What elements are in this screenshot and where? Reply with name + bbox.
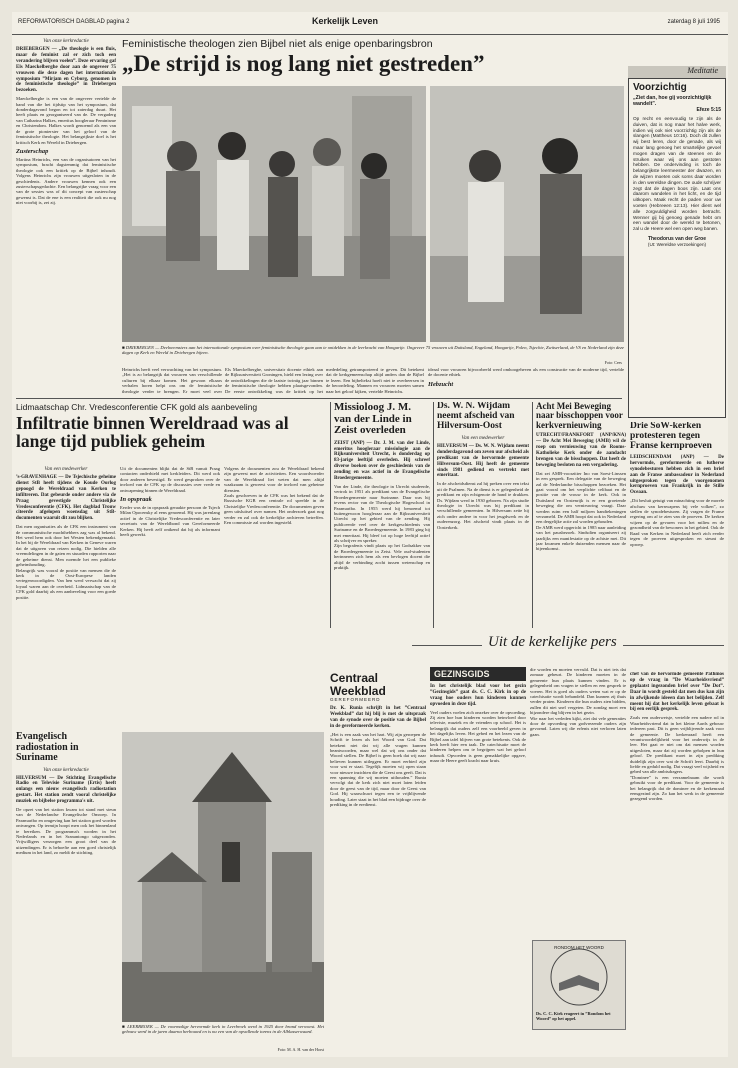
main-column-2-text: Heinrichs heeft veel verwachting van het symposium. „Het is zo belangrijk dat vrouwen van verschillende culturen bij elkaar komen. Het gewoon elkaars verhalen horen helpt ons om de feministische theologie verder te brengen. Er moet veel over <box>122 367 222 394</box>
waarheidsvriend-lead: chef van de hervormde gemeente Pathmos op de vraag in ”De Waarheidsvriend” geplaatst ingezonden brief over ”De Dot”. Daar in wordt gesteld dat men dus kan zijn in afwijkende ideeen dan het belijden. Zelf meent hij dat het kerkelijk leven gebaat is bij een eerlijk gesprek. <box>630 672 724 713</box>
main-column-3b-text: Els Maeckelberghe, universitair docente ethiek aan de Rijksuniversiteit Groningen, hield een lezing over de ontwikkelingen die de laatste twintig jaar binnen de feministische theologie hebben plaatsgevonden. De eerste ontwikkeling was de kritiek op het <box>225 367 323 394</box>
gezinsgids-column-2 <box>530 667 626 937</box>
main-photo-credit: Foto: Cees <box>604 360 622 365</box>
sow-body: „Dit besluit getuigt van minachting voor de morele afschuw van kernwapens bij vele volken”, zo stellen de synodebesturen. Zij vragen de Franse regering om af te zien van de proeven. De kerken wijzen op de gevaren voor het milieu en de gezondheid van de bewoners in het gebied. Ook de Raad van Kerken in Nederland heeft zich eerder tegen de proeven uitgesproken en steunt de oproep. <box>630 498 724 547</box>
church-illustration <box>122 732 324 1022</box>
speaker-photo <box>430 86 624 342</box>
header-date: zaterdag 8 juli 1995 <box>667 19 720 25</box>
missioloog-article <box>334 402 430 628</box>
suriname-lead: HILVERSUM — De Stichting Evangelische Radio en Televisie Suriname (Ertis) heeft onlangs een nieuw evangelisch radiostation gestart. Het station zendt vooral christelijke muziek en bijbelse programma's uit. <box>16 775 116 805</box>
waarheidsvriend-column <box>630 672 724 1052</box>
wijdam-title: Ds. W. N. Wijdam neemt afscheid van Hilversum-Oost <box>437 402 515 431</box>
rondom-het-woord-title: RONDOM HET WOORD <box>554 945 604 950</box>
infiltratie-title: Infiltratie binnen Wereldraad was al lange tijd publiek geheim <box>16 413 289 452</box>
rondom-het-woord-logo <box>532 940 626 1030</box>
meditatie-title: Voorzichtig <box>633 82 687 93</box>
meditatie-body: Op recht en eenvoudig te zijn als de duiven, dat is nog maar het halve werk, indien wij ook niet voorzichtig zijn als de slangen (Mattheus 10:16). Doch dit zullen wij best leren, door de genade, als wij maar lang genoeg het smartelijke gevoel mogen dragen van de steenen en de struiken waar wij ons aan gestoten hebben. De ondervinding is toch de belangrijkste leermeester der dwazen, en de wijzen moeten ook soms daar worden in den wereldse dingen. De oude schrijver zegt dat de dagen boos zijn. Laat ons daarom wandelen in het licht, en de tijd uitkopen. Maak recht de paden voor uw voeten (Hebreeen 12:13). Hier dient wel alle zorgvuldigheid worden betracht. Wenner gij bij genoeg genade hebt om een wandel door de wereld te betonen, zal u de Heere wel een open weg banen. <box>633 116 721 232</box>
wijdam-byline: Van een medewerker <box>461 434 505 441</box>
infiltratie-byline: Van een medewerker <box>44 466 88 472</box>
centraal-subtitle: GEREFORMEERD <box>330 697 381 703</box>
missioloog-title: Missioloog J. M. van der Linde in Zeist overleden <box>334 402 412 437</box>
suriname-body: De opzet van het station kwam tot stand met steun van de Nederlandse Evangelische Omroep. In Paramaribo en omgeving kan het station goed worden ontvangen. Op termijn hoopt men ook het binnenland te bereiken. De programma's worden in het Nederlands en in het Sranantongo uitgezonden. Vrijwilligers verzorgen een groot deel van de uitzendingen. Er is behoefte aan een goed christelijk medium in het land, zo meldt de stichting. <box>16 807 116 856</box>
press-banner <box>412 632 724 662</box>
infiltratie-kicker: Lidmaatschap Chr. Vredesconferentie CFK gold als aanbeveling <box>16 402 258 412</box>
infiltratie-body-5: Volgens de documenten zou de Wereldraad bekend zijn geweest met de activiteiten. Een woordvoerder van de Wereldraad liet weten dat men altijd waakzaam is geweest voor de invloed van geheime diensten. <box>224 466 324 493</box>
waarheidsvriend-body: Zoals een ouderwetsje, vertelde een nadere rol in Waarheidsvriend dat in het kleine Aards gebouw iedereen past. Dit is geen vrijblijvende zaak voor de gemeente. De kerkenraad heeft een verantwoordelijkheid voor het onderwijs in de leer. Het gaat er niet om dat mensen worden uitgesloten, maar dat zij worden geholpen in hun geloof. De predikant moet in zijn prediking duidelijk zijn over wat de Schrift leert. Daarbij is liefde en geduld nodig. Dat vraagt veel wijsheid en gebed van alle ambtsdragers. <box>630 715 724 775</box>
achtmei-title: Acht Mei Beweging naar bisschoppen voor kerkvernieuwing <box>536 402 623 430</box>
newspaper-page <box>12 12 728 1057</box>
meditatie-tab <box>628 66 726 78</box>
centraal-body: „Het is een zaak van het hart. Wij zijn geroepen de Schrift te lezen als het Woord van God. Dat betekent niet dat wij alle vragen kunnen beantwoorden, maar wel dat wij ons onder dat Woord stellen. De Bijbel is geen boek dat wij naar believen kunnen uitleggen. Er moet eerbied zijn voor wat er staat. Tegelijk moeten wij open staan voor nieuwe inzichten die de Geest ons geeft. Dat is een spanning die wij moeten uithouden.” Runia vervolgt dat de kerk zich niet moet laten leiden door de geest van de tijd, maar door de Geest van God. Hij waarschuwt tegen een te vrijblijvende houding. Later staat in het blad een bijdrage over de prediking in de eredienst. <box>330 731 426 808</box>
achtmei-lead: UTRECHT/FRANKFORT (ANP/KNA) — De Acht Mei Beweging (AMB) wil de roep om vernieuwing van de Rooms-Katholieke Kerk onder de aandacht brengen van de bisschoppen. Dat heeft de beweging besloten na een vergadering. <box>536 433 626 468</box>
sow-lead: LEIDSCHENDAM (ANP) — De hervormde, gereformeerde en lutherse synodebesturen hebben zich in een brief aan de Franse ambassadeur in Nederland uitgesproken tegen de voorgenomen kernproeven van Frankrijk in de Stille Oceaan. <box>630 454 724 496</box>
church-credit: Foto: M. A. H. van der Horst <box>277 1047 324 1052</box>
symposium-photo <box>122 86 426 342</box>
main-column-1: Maeckelberghe is een van de ongeveer vertelde de band van die het tijdstip van het symposium, dat donderdagavond begon en tot zaterdag duurt. Het heeft plaats en georganiseerd van de. De vergaderg van Catharina Halkes, emeritus hoogleraar Feminisme en Christendom. Halkes wordt genoemd als een van de grote pionierster van het geloof van de feministische theologie. Het belangrijkste doel is het kritisch Kerk en Wereld in Driebergen. <box>16 96 116 145</box>
page-header <box>12 12 728 35</box>
meditatie-author-note: (Ut: Wereldse verzoekingen) <box>647 241 707 247</box>
wijdam-body: In de afscheidsdienst zal hij preken over een tekst uit de Psalmen. Na de dienst is er gelegenheid de predikant en zijn echtgenote de hand te drukken. Ds. Wijdam werd in 1930 geboren. Na zijn studie theologie in Utrecht was hij predikant in verschillende gemeenten. In Hilversum zette hij zich onder andere in voor het jeugdwerk en de ouderenzorg. Het afscheid vindt plaats in de Oosterkerk. <box>437 481 529 530</box>
centraal-lead: Dr. K. Runia schrijft in het ”Centraal Weekblad” dat hij blij is met de uitspraak van de synode over de positie van de Bijbel in de gereformeerde kerken. <box>330 706 426 729</box>
wijdam-lead: HILVERSUM — Ds. W. N. Wijdam neemt donderdagavond om zeven uur afscheid als predikant van de hervormde gemeente Hilversum-Oost. Hij heeft de gemeente sinds 1981 gediend en vertrekt met emeritaat. <box>437 443 529 479</box>
meditatie-reference: Efeze 5:15 <box>696 107 721 113</box>
suriname-byline: Van onze kerkredactie <box>43 766 89 773</box>
gezinsgids-column-2-text: die worden en moeten vervuld. Dat is niet iets dat zomaar gebeurt. De kinderen moeten in de gemeente hun plaats kunnen vinden. Er is gelegenheid om vragen te stellen en een gesprek te voeren. Het is goed als ouders weten wat er op de catechisatie wordt behandeld. Dan kunnen zij thuis verder praten. Kinderen die hun ouders zien bidden, zullen dit niet snel vergeten. De zondag moet een bijzondere dag blijven in het gezin. <box>530 667 626 716</box>
main-byline: Van onze kerkredactie <box>43 38 89 44</box>
header-section-title: Kerkelijk Leven <box>312 16 379 26</box>
centraal-title: Centraal Weekblad <box>330 672 386 698</box>
infiltratie-column-1 <box>16 466 116 728</box>
infiltratie-body-1: Dat men organisaties als de CFK een instrument van de communistische machthebbers zag was al bekend. Het werd hem ook door het Westen bekendgemaakt. In het bij de Wereldraad van Kerken in Geneve waren dat de uitgaven van reizen nodig. Die hielden alle vreemdelingen in de gaten en stuurden rapporten naar de geheime dienst. Men noemde het een publieke geheimhouding. <box>16 524 116 568</box>
church-caption-block <box>122 1024 324 1054</box>
achtmei-body: Dat zei AMB-voorzitter Ino van Soest-Linssen in een gesprek. Een delegatie van de beweging zal de Nederlandse bisschoppen bezoeken. Het gaat vooral om het verplichte celibaat en de positie van de vrouw in de kerk. Ook in Duitsland en Oostenrijk is er een groeiende beweging die om vernieuwing vraagt. Daar werden ruim een half miljoen handtekeningen verzameld. De AMB hoopt dat ook in Nederland een dergelijke actie zal worden gehouden. <box>536 470 626 525</box>
women-group-illustration <box>122 86 426 342</box>
infiltratie-column-3 <box>224 466 324 728</box>
column-rule-2 <box>433 402 434 628</box>
column-rule-3 <box>532 402 533 628</box>
waarheidsvriend-body-2: ”Dominee” is een verzamelnaam die wordt gebruikt voor de predikant. Voor de gemeente is het belangrijk dat de dominee en de kerkenraad eensgezind zijn. Zo kan het werk in de gemeente gezegend worden. <box>630 774 724 802</box>
press-title: Uit de kerkelijke pers <box>482 634 623 651</box>
gezinsgids-column-1 <box>430 667 526 1052</box>
woman-speaker-illustration <box>430 86 624 342</box>
column-rule <box>330 402 331 628</box>
main-subhead-hebzucht: Hebzucht <box>428 380 454 388</box>
meditatie-tab-label: Meditatie <box>687 66 718 75</box>
church-photo <box>122 732 324 1022</box>
sow-article <box>630 422 724 628</box>
meditatie-quote: „Ziet dan, hoe gij voorzichtiglijk wandelt”. <box>633 95 712 107</box>
main-column-1b: Martina Heinrichs, een van de organisatoren van het symposium, bracht dagstemmig dat feministische theologie ook een kritiek op de Bijbel inhoudt. Volgens Heinrichs zijn vrouwen uitgesloten in de geschiedenis. Andere vrouwen kennen ook een zusterschapsgedachte. Een belangrijke vraag voor een van de sessies was of dit concept van zusterschap gewenst is. Dat de ene is een realiteit die ook nu nog niet voorbij is, zei zij. <box>16 156 116 206</box>
infiltratie-column-2 <box>120 466 220 728</box>
infiltratie-body-4: Eerder was de in opspraak geraakte persoon de Tsjech Milan Opocensky al eens genoemd. Hij was jarenlang actief in de Christelijke Vredesconferentie en later secretaris van de Wereldbond van Gereformeerde Kerken. Hij heeft zelf ontkend dat hij als informant heeft gewerkt. <box>120 505 220 538</box>
centraal-article <box>330 672 426 1052</box>
infiltratie-body-3: Uit de documenten blijkt dat de StB vanuit Praag contacten onderhield met kerkleiders. Dit werd ook door anderen bevestigd. Er werd gesproken over de invloed van de CFK op de discussies over vrede en ontwapening binnen de Wereldraad. <box>120 466 220 493</box>
section-divider <box>16 398 622 399</box>
gezinsgids-title: GEZINSGIDS <box>430 667 526 681</box>
infiltratie-body-6: Zoals geschreven in de CFK was het bekend dat de Russische KGB een centrale rol speelde in de Christelijke Vredesconferentie. De documenten geven geen uitsluitsel over namen. Het onderzoek gaat nog verder en zal ook de kerkelijke archieven betreffen. Een commissie zal worden ingesteld. <box>224 493 324 526</box>
achtmei-body-2: De AMB werd opgericht in 1985 naar aanleiding van het pausbezoek. Sindsdien organiseert zij jaarlijks een manifestatie op de achtste mei. Dit jaar kwamen enkele duizenden mensen naar de bijeenkomst. <box>536 524 626 552</box>
main-column-3 <box>326 367 424 395</box>
church-caption: ■ LEERBROEK — De voormalige hervormde kerk in Leerbroek werd in 1925 door brand verwoest. Het gebouw werd in de jaren daarna herbouwd en is nu een van de opvallende torens in de Alblasserwaard. <box>122 1024 324 1035</box>
main-column-3-text: mededeling getransporteerd te geven. Dit betekent dat de kerkgemeenschap altijd anders dan de Bijbel te lezen. Een bijbeltekst hoeft niet te overheersen in de beoordeling. Mannen en vrouwen moeten samen naar het geloof kijken, vertelde Heinrichs. <box>326 367 424 394</box>
main-column-4 <box>428 367 624 395</box>
main-photo-caption: ■ DRIEBERGEN — Deelneemsters aan het internationale symposium over feministische theologie gaan aan te ontdekken in de leerkracht van Hongarije. Ongeveer 75 vrouwen uit Duitsland, Engeland, Hongarije, Polen, Tsjechie, Zwitserland, de VS en Nederland zijn deze dagen op Kerk en Wereld in Driebergen bijeen. <box>122 345 624 356</box>
header-paper-name: REFORMATORISCH DAGBLAD pagina 2 <box>18 19 130 25</box>
missioloog-lead: ZEIST (ANP) — Dr. J. M. van der Linde, emeritus hoogleraar missiologie aan de Rijksuniversiteit Utrecht, is donderdag op 83-jarige leeftijd overleden. Hij schreef diverse boeken over de geschiedenis van de zending en was actief in de Evangelische Broedergemeente. <box>334 440 430 482</box>
book-emblem-icon <box>533 941 625 1011</box>
main-column-4-text: ideaal voor vrouwen bijvoorbeeld werd omhoogeheven als een constructie van de moderne tijd, vertelde de docente ethiek. <box>428 367 624 378</box>
main-title: „De strijd is nog lang niet gestreden” <box>122 51 485 76</box>
main-kicker: Feministische theologen zien Bijbel niet als enige openbaringsbron <box>122 38 433 50</box>
main-intro-column <box>16 38 116 378</box>
main-lead: DRIEBERGEN — „De theologie is een fluis, maar de feminist zal er zich toch een verandering blijven voelen”. Deze ervaring gaf Els Maeckelberghe door aan de ongeveer 75 vrouwen die deze dagen het internationale symposium ”Mirjam en Cyborg, genomen in de feministische theologie” in Driebergen bezoeken. <box>16 47 116 94</box>
wijdam-article <box>437 402 529 628</box>
missioloog-body-2: Zijn begrafenis vindt plaats op het Godsakker van de Broedergemeente in Zeist. Vele oud-studenten herinneren zich hem als een bevlogen docent die altijd de verbinding zocht tussen wetenschap en praktijk. <box>334 543 430 571</box>
meditatie-author: Theodorus van der Groe <box>647 235 707 242</box>
infiltratie-headline-block <box>16 402 326 460</box>
infiltratie-lead: ’s-GRAVENHAGE — De Tsjechische geheime dienst StB heeft tijdens de Koude Oorlog gepoogd de Wereldraad van Kerken te infiltreren. Dat gebeurde onder andere via de Praag gevestigde Christelijke Vredesconferentie (CFK). Het dagblad Trouw citeerde afgelopen woensdag uit StB-documenten waaruit dit zou blijken. <box>16 475 116 522</box>
main-subhead-zusterschap: Zusterschap <box>16 147 49 155</box>
suriname-title: Evangelisch radiostation in Suriname <box>16 732 79 763</box>
main-headline-block <box>122 38 622 84</box>
infiltratie-body-2: Belangrijk was vooral de positie van mensen die de kerk in de Oost-Europese landen vertegenwoordigden. Van hen werd verwacht dat zij loyaal waren aan de overheid. Lidmaatschap van de CFK gold daarbij als een aanbeveling voor een goede positie. <box>16 567 116 600</box>
main-column-3-lower <box>225 367 323 395</box>
rondom-het-woord-caption: Ds. C. C. Kirk reageert in ”Rondom het Woord” op het appel. <box>536 1011 611 1021</box>
main-caption-block <box>122 345 624 365</box>
gezinsgids-column-3-text: Wie naar het verleden kijkt, ziet dat vele generaties door de opvoeding van godvrezende ouders zijn gevormd. Laten wij die erfenis niet verloren laten gaan. <box>530 715 626 737</box>
gezinsgids-body: Veel ouders voelen zich onzeker over de opvoeding. Zij zien hoe hun kinderen worden beinvloed door televisie, muziek en de vrienden op school. Het is belangrijk dat ouders zelf een voorbeeld geven in het dagelijks leven. Het gebed en het lezen van de Bijbel aan tafel blijven van grote betekenis. Ook de kerk heeft hier een taak. De catechisatie moet de kinderen helpen om te begrijpen wat het geloof inhoudt. Opvoeden is geen gemakkelijke opgave, maar de Heere geeft kracht naar kruis. <box>430 709 526 764</box>
gezinsgids-lead: In het christelijk blad voor het gezin ”Gezinsgids” gaat ds. C. C. Kirk in op de vraag hoe ouders hun kinderen kunnen opvoeden in deze tijd. <box>430 684 526 707</box>
infiltratie-subhead: In opspraak <box>120 496 152 504</box>
sow-title: Drie SoW-kerken protesteren tegen Franse kernproeven <box>630 422 712 451</box>
meditatie-box <box>628 78 726 418</box>
achtmei-article <box>536 402 626 628</box>
suriname-article <box>16 732 116 1052</box>
missioloog-body: Van der Linde, die theologie in Utrecht studeerde, vertrok in 1951 als predikant van de Evangelische Broedergemeente naar Suriname. Daar was hij tevens rector van de Theologische Hogeschool in Paramaribo. In 1955 werd hij benoemd tot buitengewoon hoogleraar aan de Rijksuniversiteit Utrecht op het gebied van de zending. Hij publiceerde veel over de kerkgeschiedenis van Suriname en de Broedergemeente. In 1983 ging hij met emeritaat. Hij bleef tot op hoge leeftijd actief als schrijver en spreker. <box>334 483 430 544</box>
main-column-2 <box>122 367 222 395</box>
